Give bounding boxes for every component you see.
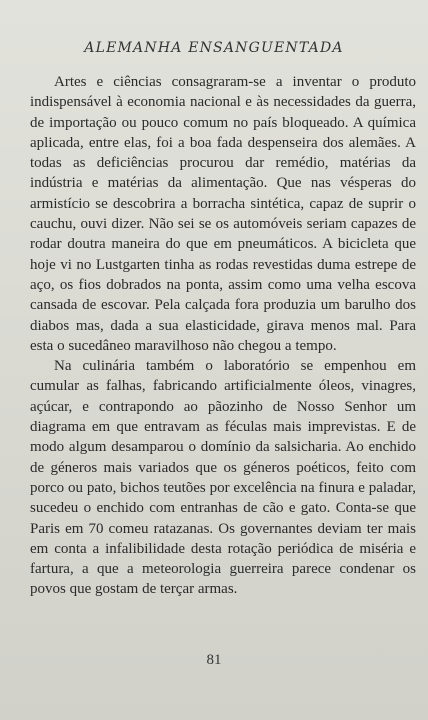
running-head: ALEMANHA ENSANGUENTADA [84, 40, 344, 56]
paragraph-2: Na culinária também o laboratório se empenhou em cumular as falhas, fabricando artificialmente óleos, vinagres, açúcar, e contrapondo ao pãozinho de Nosso Senhor um diagrama em que entravam as féculas mais imprevistas. E de modo algum desamparou o domínio da salsicharia. Ao enchido de géneros mais variados que os géneros poéticos, feito com porco ou pato, bichos teutões por excelência na finura e paladar, sucedeu o enchido com entranhas de cão e gato. Conta-se que Paris em 70 comeu ratazanas. Os governantes deviam ter mais em conta a infalibilidade desta rotação periódica de miséria e fartura, a que a meteorologia guerreira parece condenar os povos que gostam de terçar armas. [30, 358, 416, 598]
paragraph-1: Artes e ciências consagraram-se a inventar o produto indispensável à economia nacional e às necessidades da guerra, de importação ou pouco comum no país bloqueado. A química aplicada, entre elas, foi a boa fada despenseira dos alemães. A todas as deficiências procurou dar remédio, matérias da indústria e matérias da alimentação. Que nas vésperas do armistício se descobrira a borracha sintética, capaz de suprir o cauchu, ouvi dizer. Não sei se os automóveis seriam capazes de rodar doutra maneira do que em pneumáticos. A bicicleta que hoje vi no Lustgarten tinha as rodas revestidas duma estrepe de aço, os fios dobrados na ponta, assim como uma velha escova cansada de escovar. Pela calçada fora produzia um barulho dos diabos mas, dada a sua elasticidade, girava menos mal. Para esta o sucedâneo maravilhoso não chegou a tempo. [30, 74, 416, 354]
body-text [30, 72, 416, 600]
page-number: 81 [206, 652, 222, 668]
